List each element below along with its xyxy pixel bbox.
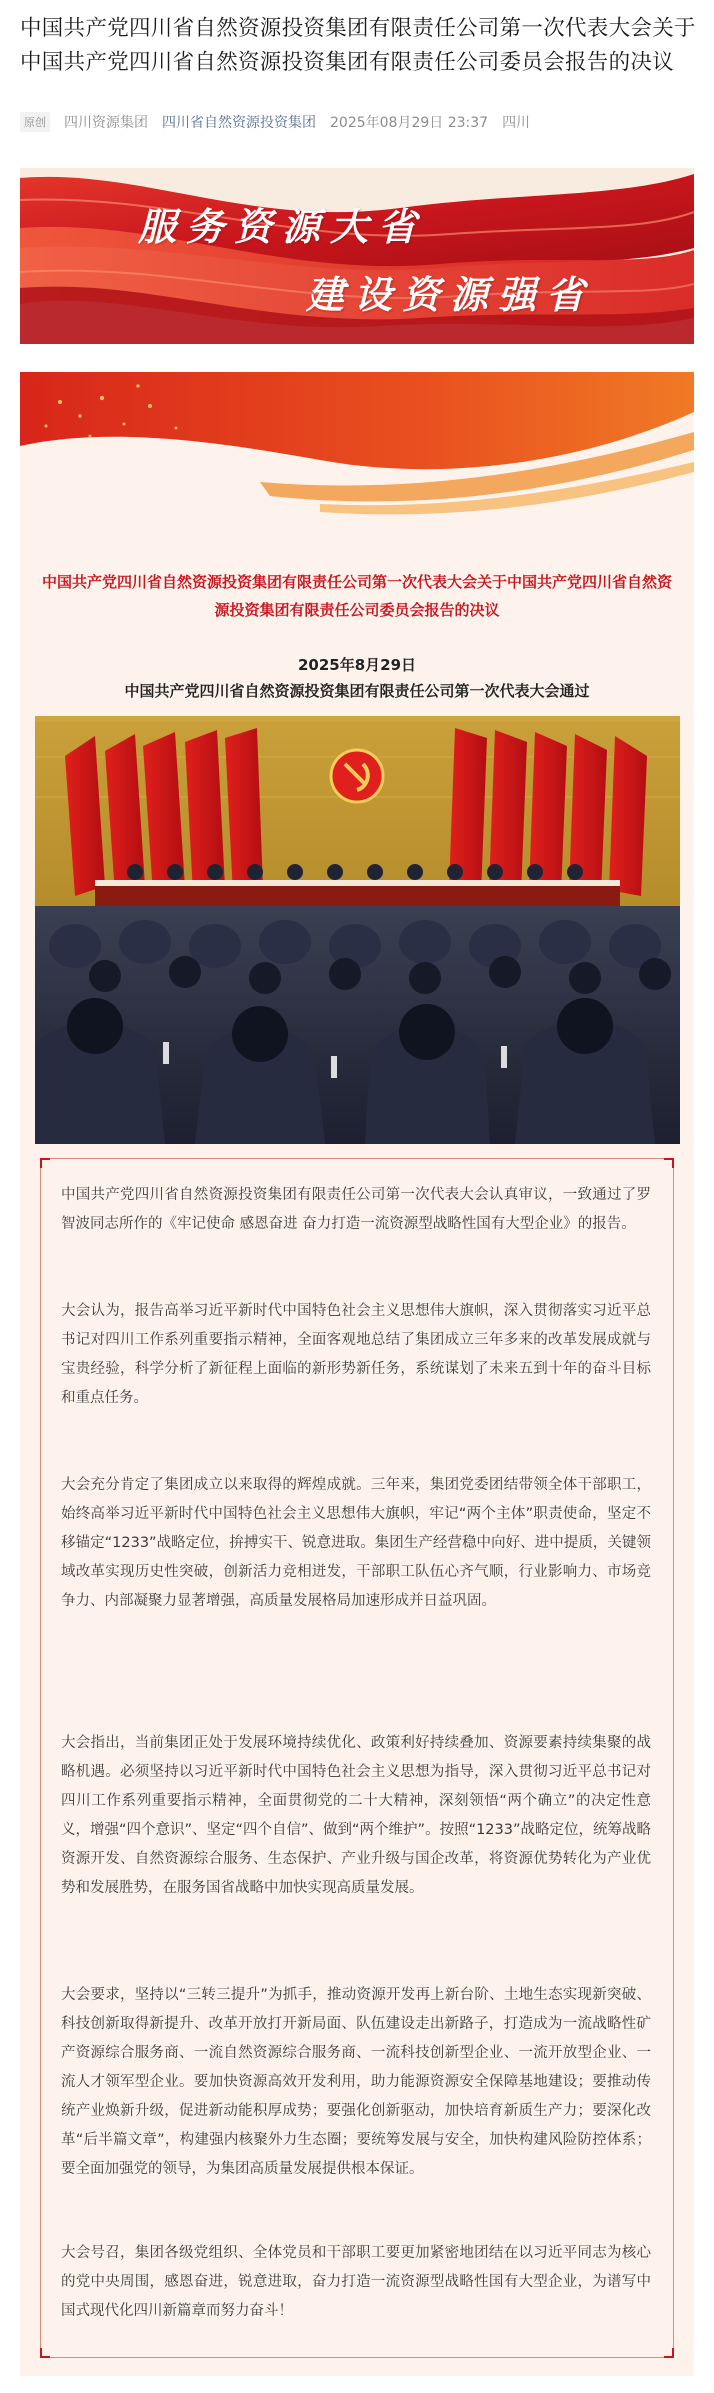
slogan-line-1: 服务资源大省 [138,204,427,249]
body-paragraph: 大会认为，报告高举习近平新时代中国特色社会主义思想伟大旗帜，深入贯彻落实习近平总书记对四川工作系列重要指示精神，全面客观地总结了集团成立三年多来的改革发展成就与宝贵经验，科学分析了新征程上面临的新形势新任务，系统谋划了未来五到十年的奋斗目标和重点任务。 [61,1303,651,1406]
resolution-heading: 中国共产党四川省自然资源投资集团有限责任公司第一次代表大会关于中国共产党四川省自然资源投资集团有限责任公司委员会报告的决议 [41,573,672,619]
congress-photo [35,716,680,1144]
corner-ornament [40,1158,50,1168]
publish-datetime: 2025年08月29日 23:37 [330,115,489,131]
body-paragraph: 大会指出，当前集团正处于发展环境持续优化、政策利好持续叠加、资源要素持续集聚的战略机遇。必须坚持以习近平新时代中国特色社会主义思想为指导，深入贯彻习近平总书记对四川工作系列重要指示精神，全面贯彻党的二十大精神，深刻领悟“两个确立”的决定性意义，增强“四个意识”、坚定“四个自信”、做到“两个维护”。按照“1233”战略定位，统筹战略资源开发、自然资源综合服务、生态保护、产业升级与国企改革，将资源优势转化为产业优势和发展胜势，在服务国省战略中加快实现高质量发展。 [61,1735,651,1896]
account-link[interactable]: 四川省自然资源投资集团 [162,115,316,131]
article-meta [20,110,530,134]
congress-hall-illustration [35,716,680,1144]
author-name: 四川资源集团 [64,115,148,131]
resolution-card [20,372,694,2376]
body-paragraph: 大会号召，集团各级党组织、全体党员和干部职工要更加紧密地团结在以习近平同志为核心的党中央周围，感恩奋进，锐意进取，奋力打造一流资源型战略性国有大型企业，为谱写中国式现代化四川新篇章而努力奋斗！ [61,2245,651,2319]
card-header-graphic [20,372,694,522]
body-paragraph: 中国共产党四川省自然资源投资集团有限责任公司第一次代表大会认真审议，一致通过了罗智波同志所作的《牢记使命 感恩奋进 奋力打造一流资源型战略性国有大型企业》的报告。 [61,1187,651,1232]
corner-ornament [40,2348,50,2358]
slogan-banner [20,168,694,344]
resolution-date: 2025年8月29日 [297,656,417,674]
corner-ornament [664,1158,674,1168]
slogan-line-2: 建设资源强省 [306,272,595,317]
resolution-subtitle: 中国共产党四川省自然资源投资集团有限责任公司第一次代表大会通过 [124,682,590,700]
resolution-body-box [40,1158,674,2358]
body-paragraph: 大会要求，坚持以“三转三提升”为抓手，推动资源开发再上新台阶、土地生态实现新突破、科技创新取得新提升、改革开放打开新局面、队伍建设走出新路子，打造成为一流战略性矿产资源综合服务商、一流自然资源综合服务商、一流科技创新型企业、一流开放型企业、一流人才领军型企业。要加快资源高效开发利用，助力能源资源安全保障基地建设；要推动传统产业焕新升级，促进新动能积厚成势；要强化创新驱动，加快培育新质生产力；要深化改革“后半篇文章”，构建强内核聚外力生态圈；要统筹发展与安全，加快构建风险防控体系；要全面加强党的领导，为集团高质量发展提供根本保证。 [61,1987,651,2177]
publish-location: 四川 [502,115,531,131]
article-title: 中国共产党四川省自然资源投资集团有限责任公司第一次代表大会关于中国共产党四川省自然资源投资集团有限责任公司委员会报告的决议 [20,16,696,75]
body-paragraph: 大会充分肯定了集团成立以来取得的辉煌成就。三年来，集团党委团结带领全体干部职工，始终高举习近平新时代中国特色社会主义思想伟大旗帜，牢记“两个主体”职责使命，坚定不移锚定“1233”战略定位，拚搏实干、锐意进取。集团生产经营稳中向好、进中提质，关键领域改革实现历史性突破，创新活力竞相迸发，干部职工队伍心齐气顺，行业影响力、市场竞争力、内部凝聚力显著增强，高质量发展格局加速形成并日益巩固。 [61,1477,652,1609]
corner-ornament [664,2348,674,2358]
original-tag: 原创 [20,112,50,132]
